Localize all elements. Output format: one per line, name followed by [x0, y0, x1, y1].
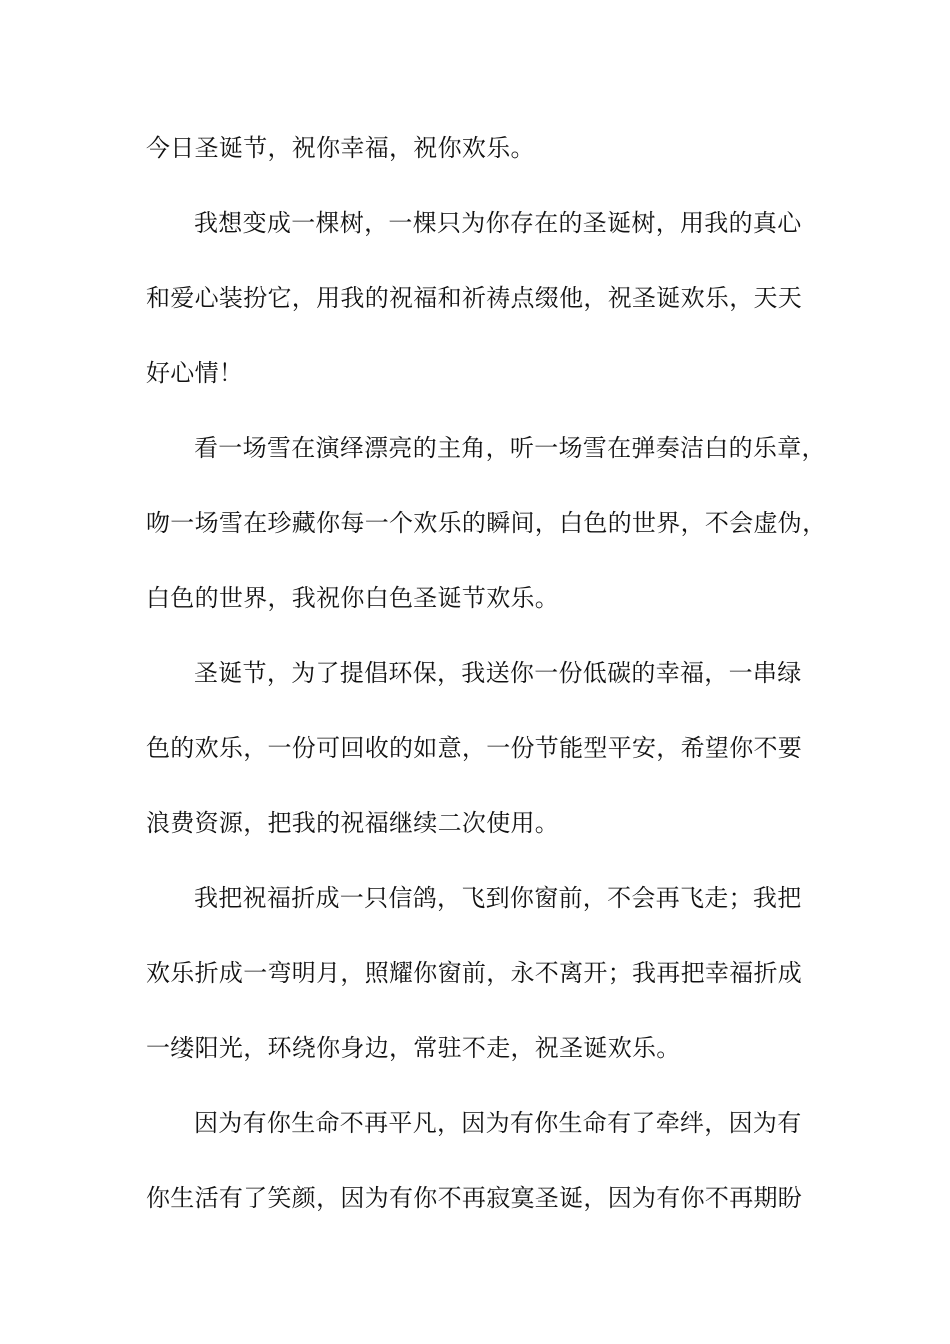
paragraph-4-line-2: 色的欢乐，一份可回收的如意，一份节能型平安，希望你不要: [146, 734, 803, 762]
paragraph-3-line-2: 吻一场雪在珍藏你每一个欢乐的瞬间，白色的世界，不会虚伪，: [146, 509, 827, 537]
paragraph-3-line-3: 白色的世界，我祝你白色圣诞节欢乐。: [146, 584, 560, 612]
paragraph-5-line-1: 我把祝福折成一只信鸽，飞到你窗前，不会再飞走；我把: [194, 884, 802, 912]
paragraph-6-line-2: 你生活有了笑颜，因为有你不再寂寞圣诞，因为有你不再期盼: [146, 1184, 803, 1212]
paragraph-2-line-1: 我想变成一棵树，一棵只为你存在的圣诞树，用我的真心: [194, 209, 802, 237]
paragraph-1-line-1: 今日圣诞节，祝你幸福，祝你欢乐。: [146, 134, 535, 162]
paragraph-4-line-1: 圣诞节，为了提倡环保，我送你一份低碳的幸福，一串绿: [194, 659, 802, 687]
paragraph-5-line-3: 一缕阳光，环绕你身边，常驻不走，祝圣诞欢乐。: [146, 1034, 681, 1062]
paragraph-4-line-3: 浪费资源，把我的祝福继续二次使用。: [146, 809, 560, 837]
paragraph-3-line-1: 看一场雪在演绎漂亮的主角，听一场雪在弹奏洁白的乐章，: [194, 434, 826, 462]
paragraph-2-line-3: 好心情！: [146, 359, 244, 387]
paragraph-6-line-1: 因为有你生命不再平凡，因为有你生命有了牵绊，因为有: [194, 1109, 802, 1137]
paragraph-2-line-2: 和爱心装扮它，用我的祝福和祈祷点缀他，祝圣诞欢乐，天天: [146, 284, 803, 312]
paragraph-5-line-2: 欢乐折成一弯明月，照耀你窗前，永不离开；我再把幸福折成: [146, 959, 803, 987]
